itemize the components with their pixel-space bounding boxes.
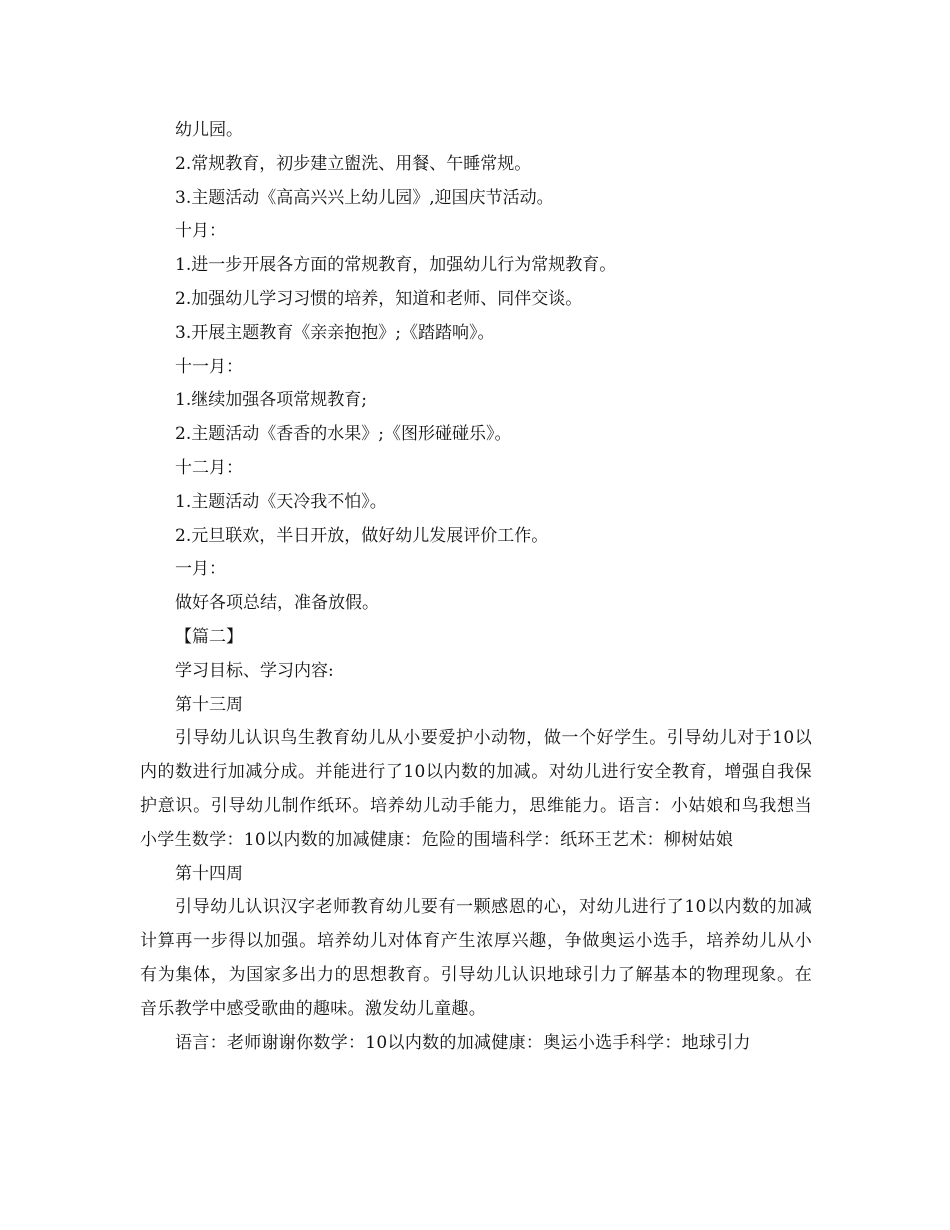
paragraph-week14: 引导幼儿认识汉字老师教育幼儿要有一颗感恩的心，对幼儿进行了10以内数的加减计算再一步得以加强。培养幼儿对体育产生浓厚兴趣，争做奥运小选手，培养幼儿从小有为集体，为国家多出力的思想教育。引导幼儿认识地球引力了解基本的物理现象。在音乐教学中感受歌曲的趣味。激发幼儿童趣。 xyxy=(140,897,812,1019)
paragraph-last: 语言：老师谢谢你数学：10以内数的加减健康：奥运小选手科学：地球引力 xyxy=(175,1032,751,1053)
month-heading-january: 一月： xyxy=(175,559,226,580)
text-line: 1.主题活动《天冷我不怕》。 xyxy=(175,491,387,512)
text-line: 3.主题活动《高高兴兴上幼儿园》,迎国庆节活动。 xyxy=(175,187,554,208)
text-line: 做好各项总结，准备放假。 xyxy=(175,593,379,614)
week-heading-13: 第十三周 xyxy=(175,694,243,715)
text-line: 2.主题活动《香香的水果》;《图形碰碰乐》。 xyxy=(175,424,512,445)
month-heading-november: 十一月： xyxy=(175,356,243,377)
text-line: 学习目标、学习内容: xyxy=(175,660,334,681)
paragraph-week13: 引导幼儿认识鸟生教育幼儿从小要爱护小动物，做一个好学生。引导幼儿对于10以内的数进行加减分成。并能进行了10以内数的加减。对幼儿进行安全教育，增强自我保护意识。引导幼儿制作纸环。培养幼儿动手能力，思维能力。语言：小姑娘和鸟我想当小学生数学：10以内数的加减健康：危险的围墙科学：纸环王艺术：柳树姑娘 xyxy=(140,728,812,850)
text-line: 2.常规教育，初步建立盥洗、用餐、午睡常规。 xyxy=(175,153,532,174)
text-line: 1.进一步开展各方面的常规教育，加强幼儿行为常规教育。 xyxy=(175,255,617,276)
month-heading-december: 十二月： xyxy=(175,457,243,478)
week-heading-14: 第十四周 xyxy=(175,863,243,884)
text-line: 3.开展主题教育《亲亲抱抱》;《踏踏响》。 xyxy=(175,322,495,343)
section-heading: 【篇二】 xyxy=(175,626,243,647)
text-line: 幼儿园。 xyxy=(175,120,243,140)
document-body xyxy=(140,114,812,1060)
text-line: 2.加强幼儿学习习惯的培养，知道和老师、同伴交谈。 xyxy=(175,288,583,309)
month-heading-october: 十月： xyxy=(175,221,226,242)
text-line: 1.继续加强各项常规教育; xyxy=(175,390,367,411)
text-line: 2.元旦联欢，半日开放，做好幼儿发展评价工作。 xyxy=(175,525,549,546)
